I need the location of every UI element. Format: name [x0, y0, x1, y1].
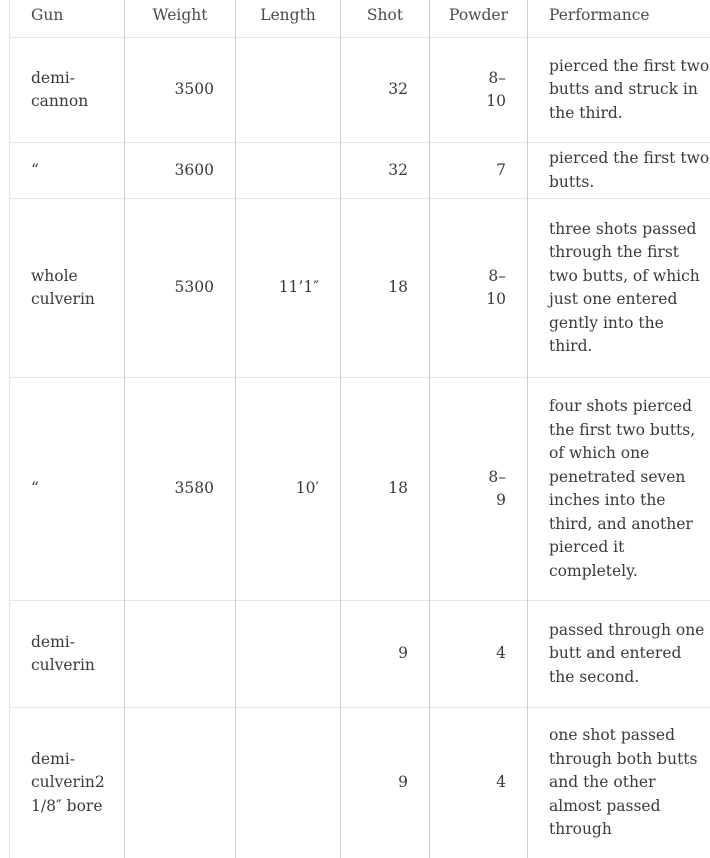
cell-length: 10′	[236, 378, 341, 601]
cell-shot: 32	[341, 38, 430, 143]
cell-weight	[125, 708, 236, 858]
table-body	[10, 38, 710, 858]
cell-shot: 9	[341, 708, 430, 858]
cell-performance: pierced the first two butts and struck in the third.	[528, 38, 710, 143]
header-length: Length	[236, 0, 341, 38]
cell-length	[236, 143, 341, 199]
cell-performance: pierced the first two butts.	[528, 143, 710, 199]
cell-powder: 4	[430, 708, 528, 858]
cell-gun: demi-cannon	[10, 38, 125, 143]
cell-gun: demi-culverin	[10, 601, 125, 708]
cell-powder: 8–10	[430, 199, 528, 378]
gun-performance-table	[9, 0, 710, 858]
cell-gun: whole culverin	[10, 199, 125, 378]
header-gun: Gun	[10, 0, 125, 38]
cell-shot: 32	[341, 143, 430, 199]
header-weight: Weight	[125, 0, 236, 38]
cell-shot: 18	[341, 378, 430, 601]
cell-shot: 18	[341, 199, 430, 378]
table-row	[10, 601, 710, 708]
cell-shot: 9	[341, 601, 430, 708]
cell-weight: 5300	[125, 199, 236, 378]
cell-powder: 8–9	[430, 378, 528, 601]
header-row	[10, 0, 710, 38]
cell-performance: one shot passed through both butts and the other almost passed through	[528, 708, 710, 858]
cell-weight: 3600	[125, 143, 236, 199]
cell-length	[236, 601, 341, 708]
cell-performance: four shots pierced the first two butts, of which one penetrated seven inches into the third, and another pierced it completely.	[528, 378, 710, 601]
header-powder: Powder	[430, 0, 528, 38]
cell-performance: three shots passed through the first two butts, of which just one entered gently into the third.	[528, 199, 710, 378]
cell-gun: demi-culverin2 1/8″ bore	[10, 708, 125, 858]
cell-gun: “	[10, 378, 125, 601]
table-row	[10, 199, 710, 378]
table-header	[10, 0, 710, 38]
cell-powder: 7	[430, 143, 528, 199]
cell-weight	[125, 601, 236, 708]
cell-gun: “	[10, 143, 125, 199]
table-row	[10, 378, 710, 601]
table-row	[10, 38, 710, 143]
cell-powder: 4	[430, 601, 528, 708]
cell-length: 11’1″	[236, 199, 341, 378]
cell-powder: 8–10	[430, 38, 528, 143]
cell-performance: passed through one butt and entered the second.	[528, 601, 710, 708]
header-performance: Performance	[528, 0, 710, 38]
cell-weight: 3580	[125, 378, 236, 601]
cell-length	[236, 708, 341, 858]
cell-length	[236, 38, 341, 143]
table-row	[10, 143, 710, 199]
table-row	[10, 708, 710, 858]
header-shot: Shot	[341, 0, 430, 38]
cell-weight: 3500	[125, 38, 236, 143]
